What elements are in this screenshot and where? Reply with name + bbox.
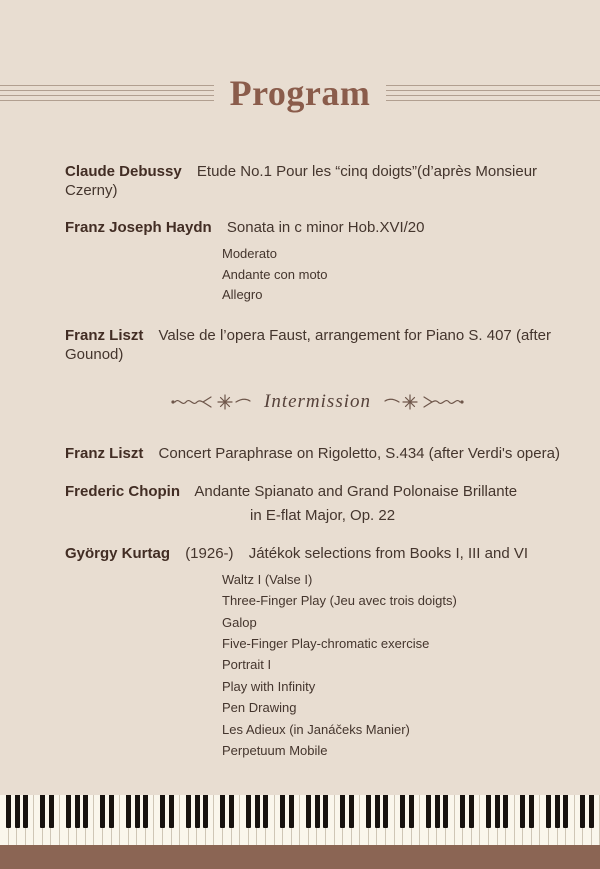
- black-key: [126, 795, 131, 828]
- black-key: [366, 795, 371, 828]
- program-part-2: [65, 444, 570, 762]
- program-entry: [65, 218, 570, 306]
- black-key: [469, 795, 474, 828]
- black-key: [109, 795, 114, 828]
- work-title: Sonata in c minor Hob.XVI/20: [226, 219, 425, 236]
- black-key: [135, 795, 140, 828]
- black-key: [495, 795, 500, 828]
- program-part-1: [65, 162, 570, 364]
- black-key: [40, 795, 45, 828]
- black-key: [229, 795, 234, 828]
- entry-line: [65, 162, 570, 200]
- movement-list: [222, 569, 570, 762]
- black-key: [443, 795, 448, 828]
- bottom-accent-bar: [0, 845, 600, 869]
- movement-item: Moderato: [222, 246, 277, 261]
- work-title-line2: in E-flat Major, Op. 22: [250, 506, 396, 524]
- movement-item: Five-Finger Play-chromatic exercise: [222, 636, 430, 651]
- movement-item: Les Adieux (in Janáčeks Manier): [222, 721, 410, 737]
- flourish-right-icon: [381, 392, 465, 412]
- work-title: Valse de l’opera Faust, arrangement for Piano S. 407 (after Gounod): [65, 326, 551, 363]
- movement-item: Play with Infinity: [222, 678, 316, 694]
- composer-name: Franz Liszt: [65, 444, 144, 462]
- movement-item: Three-Finger Play (Jeu avec trois doigts): [222, 593, 457, 609]
- movement-item: Portrait I: [222, 657, 272, 673]
- black-key: [220, 795, 225, 828]
- black-key: [486, 795, 491, 828]
- title-rule-lines-left: [0, 85, 214, 101]
- black-key: [375, 795, 380, 828]
- program-entry: [65, 162, 570, 200]
- entry-line: [65, 444, 570, 463]
- movement-item: Allegro: [222, 287, 263, 303]
- black-key: [426, 795, 431, 828]
- black-key: [349, 795, 354, 828]
- movement-item: Pen Drawing: [222, 700, 297, 716]
- work-title: Játékok selections from Books I, III and VI: [248, 544, 529, 562]
- title-band: [0, 0, 600, 116]
- black-key: [563, 795, 568, 828]
- program-content: [0, 162, 600, 761]
- black-key: [435, 795, 440, 828]
- black-key: [503, 795, 508, 828]
- black-key: [520, 795, 525, 828]
- black-key: [23, 795, 28, 828]
- black-key: [383, 795, 388, 828]
- black-key: [409, 795, 414, 828]
- page-title: Program: [229, 73, 371, 113]
- black-key: [580, 795, 585, 828]
- black-key: [263, 795, 268, 828]
- composer-dates: (1926-): [185, 544, 234, 562]
- program-entry: [65, 482, 570, 525]
- black-key: [323, 795, 328, 828]
- black-key: [289, 795, 294, 828]
- movement-item: Waltz I (Valse I): [222, 571, 313, 587]
- black-key: [315, 795, 320, 828]
- black-key: [195, 795, 200, 828]
- composer-name: Franz Liszt: [65, 326, 144, 344]
- intermission-label: Intermission: [264, 391, 371, 413]
- piano-keyboard: [0, 795, 600, 845]
- entry-line: [65, 326, 570, 364]
- black-key: [186, 795, 191, 828]
- work-title: Etude No.1 Pour les “cinq doigts”(d’après Monsieur Czerny): [65, 163, 538, 199]
- black-key: [460, 795, 465, 828]
- movement-list: [222, 244, 570, 306]
- black-key: [160, 795, 165, 828]
- title-rule-lines-right: [386, 85, 600, 101]
- black-key: [143, 795, 148, 828]
- movement-item: Andante con moto: [222, 266, 328, 282]
- work-title: Concert Paraphrase on Rigoletto, S.434 (after Verdi's opera): [158, 444, 560, 462]
- composer-name: György Kurtag: [65, 544, 171, 562]
- black-key: [280, 795, 285, 828]
- black-key: [255, 795, 260, 828]
- black-key: [75, 795, 80, 828]
- black-key: [15, 795, 20, 828]
- composer-name: Franz Joseph Haydn: [65, 219, 212, 236]
- flourish-left-icon: [170, 392, 254, 412]
- black-key: [529, 795, 534, 828]
- composer-name: Frederic Chopin: [65, 482, 181, 500]
- black-key: [400, 795, 405, 828]
- black-key: [169, 795, 174, 828]
- black-key: [589, 795, 594, 828]
- black-key: [66, 795, 71, 828]
- movement-item: Perpetuum Mobile: [222, 743, 328, 759]
- black-key: [555, 795, 560, 828]
- program-entry: [65, 326, 570, 364]
- black-key: [203, 795, 208, 828]
- black-key: [6, 795, 11, 828]
- black-key: [546, 795, 551, 828]
- black-key: [83, 795, 88, 828]
- movement-item: Galop: [222, 614, 257, 630]
- intermission-divider: [65, 389, 570, 415]
- black-key: [340, 795, 345, 828]
- entry-line: [65, 218, 570, 237]
- black-key: [246, 795, 251, 828]
- composer-name: Claude Debussy: [65, 163, 182, 180]
- entry-line: [65, 544, 570, 563]
- entry-line: [65, 482, 570, 501]
- work-title: Andante Spianato and Grand Polonaise Brillante: [194, 482, 518, 500]
- program-entry: [65, 444, 570, 463]
- program-entry: [65, 544, 570, 762]
- black-key: [100, 795, 105, 828]
- black-key: [49, 795, 54, 828]
- black-key: [306, 795, 311, 828]
